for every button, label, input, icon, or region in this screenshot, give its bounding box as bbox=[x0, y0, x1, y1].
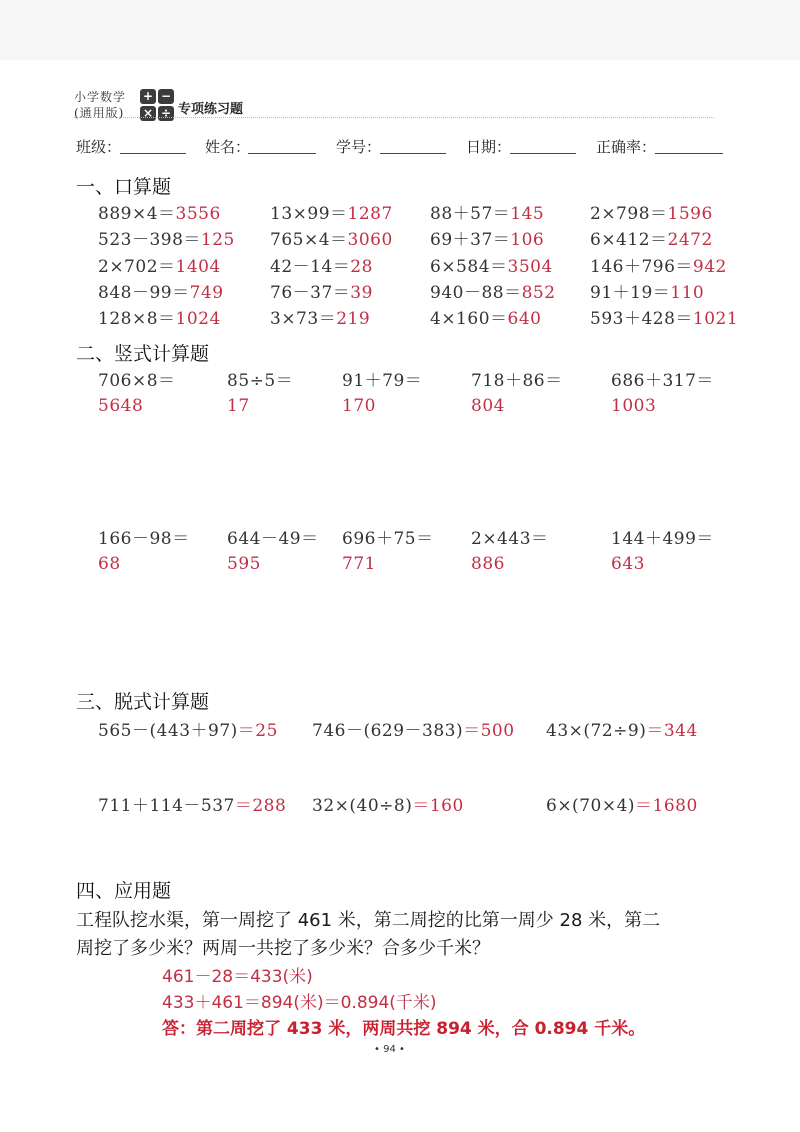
word-problem-line-1: 工程队挖水渠，第一周挖了 461 米，第二周挖的比第一周少 28 米，第二 bbox=[76, 910, 661, 931]
stepwise-problem-question: 6×(70×4) bbox=[546, 796, 636, 816]
oral-problem-answer: 640 bbox=[507, 309, 542, 329]
brand-divider bbox=[74, 117, 714, 118]
student-id-label: 学号： bbox=[336, 138, 382, 156]
oral-problem-answer: 110 bbox=[670, 283, 705, 303]
accuracy-field[interactable] bbox=[655, 153, 723, 154]
oral-problem-question: 765×4＝ bbox=[270, 230, 348, 250]
stepwise-problem-item bbox=[312, 791, 464, 816]
oral-problem-question: 42－14＝ bbox=[270, 257, 351, 277]
vertical-problem-item bbox=[342, 524, 434, 574]
minus-icon: − bbox=[158, 89, 174, 104]
vertical-problem-question: 696＋75＝ bbox=[342, 529, 434, 549]
stepwise-problem-answer: ＝1680 bbox=[635, 796, 698, 816]
vertical-problem-item bbox=[471, 366, 563, 416]
vertical-problem-question: 686＋317＝ bbox=[611, 371, 714, 391]
vertical-problem-question: 166－98＝ bbox=[98, 529, 190, 549]
divide-icon: ÷ bbox=[158, 106, 174, 121]
oral-problem-answer: 3504 bbox=[507, 257, 553, 277]
oral-problem-answer: 1287 bbox=[347, 204, 393, 224]
stepwise-problem-question: 43×(72÷9) bbox=[546, 721, 647, 741]
vertical-problem-question: 144＋499＝ bbox=[611, 529, 714, 549]
solution-answer: 答：第二周挖了 433 米，两周共挖 894 米，合 0.894 千米。 bbox=[162, 1019, 646, 1039]
class-field[interactable] bbox=[120, 153, 186, 154]
oral-problem-answer: 942 bbox=[692, 257, 727, 277]
vertical-problem-answer: 170 bbox=[342, 396, 376, 416]
vertical-problem-question: 706×8＝ bbox=[98, 371, 176, 391]
oral-problem-question: 940－88＝ bbox=[430, 283, 522, 303]
vertical-problem-question: 85÷5＝ bbox=[227, 371, 294, 391]
oral-problem-item bbox=[98, 225, 235, 250]
name-field[interactable] bbox=[248, 153, 316, 154]
oral-problem-answer: 1024 bbox=[175, 309, 221, 329]
vertical-problem-answer: 771 bbox=[342, 554, 376, 574]
vertical-problem-answer: 804 bbox=[471, 396, 505, 416]
oral-problem-question: 6×584＝ bbox=[430, 257, 508, 277]
stepwise-problem-question: 32×(40÷8) bbox=[312, 796, 413, 816]
vertical-problem-answer: 68 bbox=[98, 554, 121, 574]
section-vertical-title: 二、竖式计算题 bbox=[76, 343, 210, 365]
oral-problem-item bbox=[430, 225, 544, 250]
brand-subject: 小学数学 bbox=[74, 90, 127, 104]
oral-problem-question: 523－398＝ bbox=[98, 230, 201, 250]
oral-problem-answer: 1404 bbox=[175, 257, 221, 277]
oral-problem-question: 593＋428＝ bbox=[590, 309, 693, 329]
oral-problem-question: 13×99＝ bbox=[270, 204, 348, 224]
oral-problem-item bbox=[98, 199, 221, 224]
vertical-problem-answer: 1003 bbox=[611, 396, 657, 416]
oral-problem-answer: 125 bbox=[200, 230, 235, 250]
stepwise-problem-item bbox=[546, 716, 698, 741]
vertical-problem-item bbox=[611, 524, 714, 574]
oral-problem-question: 3×73＝ bbox=[270, 309, 337, 329]
oral-problem-answer: 219 bbox=[336, 309, 371, 329]
class-label: 班级： bbox=[76, 138, 122, 156]
vertical-problem-answer: 595 bbox=[227, 554, 261, 574]
vertical-problem-item bbox=[471, 524, 549, 574]
oral-problem-question: 2×798＝ bbox=[590, 204, 668, 224]
student-id-field[interactable] bbox=[380, 153, 446, 154]
oral-problem-item bbox=[270, 252, 373, 277]
oral-problem-item bbox=[270, 225, 393, 250]
stepwise-problem-question: 711＋114－537 bbox=[98, 796, 235, 816]
date-field[interactable] bbox=[510, 153, 576, 154]
page-number: • 94 • bbox=[374, 1044, 405, 1055]
plus-icon: + bbox=[140, 89, 156, 104]
solution-step-2: 433＋461＝894(米)＝0.894(千米) bbox=[162, 993, 437, 1013]
solution-step-1: 461－28＝433(米) bbox=[162, 967, 313, 987]
name-label: 姓名： bbox=[205, 138, 251, 156]
oral-problem-item bbox=[430, 252, 553, 277]
oral-problem-item bbox=[590, 278, 704, 303]
oral-problem-item bbox=[98, 304, 221, 329]
oral-problem-answer: 39 bbox=[350, 283, 373, 303]
oral-problem-item bbox=[98, 252, 221, 277]
oral-problem-question: 848－99＝ bbox=[98, 283, 190, 303]
section-stepwise-title: 三、脱式计算题 bbox=[76, 691, 210, 713]
oral-problem-item bbox=[430, 199, 544, 224]
oral-problem-item bbox=[98, 278, 224, 303]
oral-problem-item bbox=[270, 199, 393, 224]
oral-problem-answer: 749 bbox=[189, 283, 224, 303]
oral-problem-item bbox=[590, 304, 738, 329]
oral-problem-question: 76－37＝ bbox=[270, 283, 351, 303]
oral-problem-item bbox=[590, 199, 713, 224]
oral-problem-question: 2×702＝ bbox=[98, 257, 176, 277]
oral-problem-answer: 1021 bbox=[692, 309, 739, 329]
stepwise-problem-answer: ＝500 bbox=[463, 721, 515, 741]
times-icon: × bbox=[140, 106, 156, 121]
stepwise-problem-answer: ＝344 bbox=[646, 721, 698, 741]
oral-problem-question: 88＋57＝ bbox=[430, 204, 511, 224]
stepwise-problem-question: 746－(629－383) bbox=[312, 721, 464, 741]
vertical-problem-question: 91＋79＝ bbox=[342, 371, 423, 391]
top-band bbox=[0, 0, 800, 60]
oral-problem-item bbox=[430, 278, 556, 303]
vertical-problem-item bbox=[342, 366, 422, 416]
stepwise-problem-item bbox=[98, 716, 278, 741]
section-oral-title: 一、口算题 bbox=[76, 176, 172, 198]
oral-problem-question: 4×160＝ bbox=[430, 309, 508, 329]
oral-problem-question: 146＋796＝ bbox=[590, 257, 693, 277]
vertical-problem-item bbox=[98, 524, 190, 574]
vertical-problem-item bbox=[227, 524, 319, 574]
oral-problem-answer: 3060 bbox=[347, 230, 393, 250]
brand-edition: (通用版) bbox=[74, 106, 125, 120]
oral-problem-question: 6×412＝ bbox=[590, 230, 668, 250]
vertical-problem-item bbox=[227, 366, 293, 416]
oral-problem-answer: 28 bbox=[350, 257, 373, 277]
stepwise-problem-answer: ＝160 bbox=[412, 796, 464, 816]
oral-problem-question: 128×8＝ bbox=[98, 309, 176, 329]
oral-problem-item bbox=[430, 304, 541, 329]
oral-problem-item bbox=[270, 304, 370, 329]
vertical-problem-answer: 5648 bbox=[98, 396, 144, 416]
vertical-problem-answer: 643 bbox=[611, 554, 645, 574]
stepwise-problem-item bbox=[546, 791, 698, 816]
oral-problem-question: 69＋37＝ bbox=[430, 230, 511, 250]
oral-problem-answer: 2472 bbox=[667, 230, 713, 250]
oral-problem-item bbox=[590, 225, 713, 250]
oral-problem-question: 889×4＝ bbox=[98, 204, 176, 224]
oral-problem-answer: 106 bbox=[510, 230, 545, 250]
word-problem-line-2: 周挖了多少米？两周一共挖了多少米？合多少千米？ bbox=[76, 938, 490, 959]
stepwise-problem-answer: ＝288 bbox=[234, 796, 287, 816]
vertical-problem-item bbox=[611, 366, 714, 416]
section-word-title: 四、应用题 bbox=[76, 880, 172, 902]
stepwise-problem-answer: ＝25 bbox=[237, 721, 278, 741]
oral-problem-answer: 3556 bbox=[175, 204, 221, 224]
oral-problem-item bbox=[270, 278, 373, 303]
oral-problem-answer: 145 bbox=[510, 204, 545, 224]
vertical-problem-question: 2×443＝ bbox=[471, 529, 549, 549]
date-label: 日期： bbox=[466, 138, 512, 156]
vertical-problem-answer: 886 bbox=[471, 554, 505, 574]
oral-problem-item bbox=[590, 252, 727, 277]
oral-problem-question: 91＋19＝ bbox=[590, 283, 671, 303]
stepwise-problem-item bbox=[312, 716, 515, 741]
vertical-problem-item bbox=[98, 366, 176, 416]
worksheet-title: 专项练习题 bbox=[178, 102, 244, 117]
accuracy-label: 正确率： bbox=[596, 138, 657, 156]
vertical-problem-question: 644－49＝ bbox=[227, 529, 319, 549]
oral-problem-answer: 852 bbox=[521, 283, 556, 303]
vertical-problem-answer: 17 bbox=[227, 396, 250, 416]
stepwise-problem-item bbox=[98, 791, 286, 816]
vertical-problem-question: 718＋86＝ bbox=[471, 371, 563, 391]
oral-problem-answer: 1596 bbox=[667, 204, 713, 224]
stepwise-problem-question: 565－(443＋97) bbox=[98, 721, 238, 741]
